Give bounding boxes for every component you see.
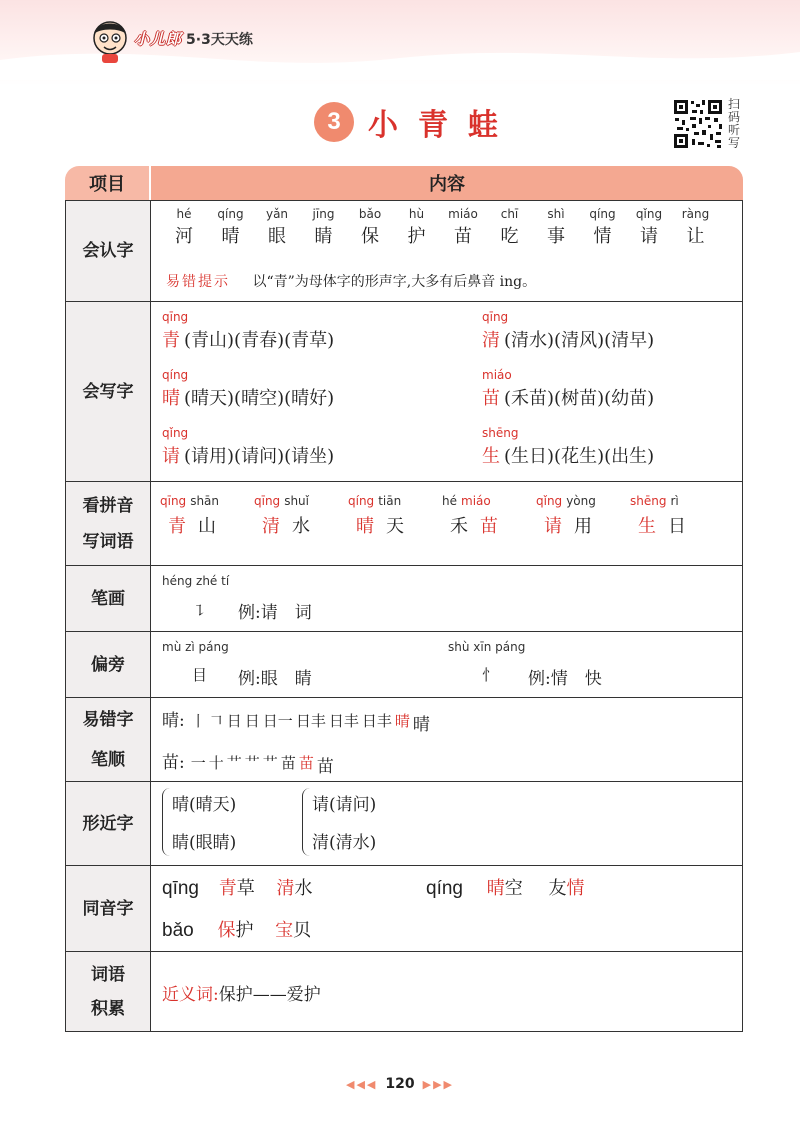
row-radical (65, 632, 743, 698)
similar-left-1: 晴(晴天) (172, 795, 237, 815)
label-line: 看拼音 (82, 495, 134, 516)
homophone-char: 草 (236, 878, 255, 899)
write-pinyin: shēng (482, 426, 519, 440)
stroke-order-char: 苗: (162, 753, 185, 773)
homophone-char: 保 (217, 920, 236, 941)
hanzi: 日 (668, 516, 698, 537)
write-content (152, 302, 742, 481)
char-pinyin: qíng (217, 207, 244, 221)
char-hanzi: 情 (593, 226, 612, 247)
pinyin-word-pinyin (160, 494, 250, 508)
char-pinyin: chī (500, 207, 519, 221)
recognize-char (583, 207, 623, 248)
char-pinyin: miáo (448, 207, 478, 221)
row-stroke-order (65, 698, 743, 782)
footer-arrows-right: ▶▶▶ (422, 1078, 454, 1091)
pinyin-word-hanzi (630, 512, 720, 538)
homophone-char: 护 (235, 920, 254, 941)
write-item (482, 310, 654, 352)
pinyin-word (160, 494, 250, 538)
pinyin-words-content (152, 482, 742, 565)
char-pinyin: hé (176, 207, 192, 221)
stroke-step: 日 (244, 712, 260, 730)
pinyin-word-hanzi (254, 512, 344, 538)
recognize-char (350, 207, 390, 248)
recognize-char (443, 207, 483, 248)
row-label: 同音字 (66, 866, 151, 951)
homophone-char: 空 (504, 878, 523, 899)
recognize-char (164, 207, 204, 248)
char-hanzi: 护 (407, 226, 426, 247)
syllable: tiān (378, 494, 402, 508)
syllable: rì (670, 494, 679, 508)
row-label: 会认字 (66, 201, 151, 301)
pinyin-word-pinyin (348, 494, 438, 508)
stroke-step: 十 (208, 754, 224, 772)
stroke-order-content (152, 698, 742, 781)
hanzi: 水 (292, 516, 322, 537)
header-col-content: 内容 (151, 166, 743, 200)
pinyin-word-pinyin (442, 494, 532, 508)
hanzi: 天 (386, 516, 416, 537)
hanzi: 晴 (356, 516, 386, 537)
write-words: (禾苗)(树苗)(幼苗) (504, 388, 655, 409)
qr-label: 扫码听写 (728, 97, 741, 150)
write-item (162, 368, 334, 410)
char-hanzi: 晴 (221, 226, 240, 247)
tip-line (166, 271, 536, 291)
row-pinyin-words (65, 482, 743, 566)
pinyin-word (630, 494, 720, 538)
write-line (482, 442, 654, 468)
tip-label: 易错提示 (166, 274, 230, 290)
char-hanzi: 吃 (500, 226, 519, 247)
lesson-number-badge: 3 (314, 102, 354, 142)
homophone-content (152, 866, 742, 951)
write-item (482, 426, 654, 468)
stroke-order-line-2 (162, 748, 334, 777)
lesson-title-block (314, 100, 518, 144)
stroke-step: 晴 (394, 712, 410, 730)
write-line (482, 384, 654, 410)
write-char: 青 (162, 330, 180, 351)
recognize-char (257, 207, 297, 248)
stroke-step: 晴 (412, 715, 430, 735)
write-item (162, 426, 334, 468)
char-pinyin: bǎo (358, 207, 382, 221)
row-label (66, 698, 151, 781)
radical-left-symbol: 目 (192, 666, 208, 684)
similar-right-2: 清(清水) (312, 833, 377, 853)
char-hanzi: 眼 (268, 226, 286, 247)
row-label: 会写字 (66, 302, 151, 481)
write-pinyin: qǐng (162, 426, 189, 440)
stroke-step: 苗 (298, 754, 314, 772)
right-brace (302, 788, 311, 856)
pinyin-word-hanzi (348, 512, 438, 538)
homophone-char: 贝 (293, 920, 312, 941)
pinyin-word-pinyin (630, 494, 720, 508)
pinyin-word-pinyin (254, 494, 344, 508)
row-write (65, 302, 743, 482)
homophone-pinyin: qíng (426, 878, 463, 899)
write-words: (晴天)(晴空)(晴好) (184, 388, 335, 409)
row-recognize (65, 200, 743, 302)
footer-arrows-left: ◀◀◀ (345, 1078, 378, 1091)
char-hanzi: 睛 (314, 226, 333, 247)
homophone-pinyin: bǎo (162, 920, 194, 941)
page-footer (0, 1076, 800, 1092)
char-pinyin: qǐng (635, 207, 663, 221)
write-words: (青山)(青春)(青草) (184, 330, 335, 351)
recognize-char (676, 207, 716, 248)
char-pinyin: yǎn (265, 207, 289, 221)
label-line: 写词语 (82, 531, 134, 552)
hanzi: 清 (262, 516, 292, 537)
label-line: 笔顺 (91, 749, 125, 770)
hanzi: 苗 (480, 516, 510, 537)
row-homophone (65, 866, 743, 952)
stroke-step: 日一 (262, 712, 293, 730)
row-label (66, 482, 151, 565)
row-vocab (65, 952, 743, 1032)
char-pinyin: shì (547, 207, 565, 221)
row-label (66, 952, 151, 1031)
syllable: miáo (461, 494, 491, 508)
stroke-step: 日丰 (361, 712, 392, 730)
write-pinyin: qíng (162, 368, 189, 382)
syllable: hé (442, 494, 457, 508)
syllable: shān (190, 494, 220, 508)
mascot-logo-icon (88, 16, 132, 64)
homophone-char: 水 (294, 878, 313, 899)
hanzi: 青 (168, 516, 198, 537)
page-number: 120 (385, 1076, 415, 1092)
pinyin-word (442, 494, 532, 538)
stroke-steps (185, 710, 430, 735)
stroke-step: 艹 (226, 754, 242, 772)
brand-series: 5·3天天练 (186, 32, 253, 48)
row-label: 偏旁 (66, 632, 151, 697)
write-char: 请 (162, 446, 180, 467)
hanzi: 禾 (450, 516, 480, 537)
syllable: shēng (630, 494, 667, 508)
homophone-line-1 (162, 874, 312, 900)
char-hanzi: 保 (361, 226, 379, 247)
stroke-content (152, 566, 742, 631)
pinyin-word-hanzi (442, 512, 532, 538)
radical-left-example: 例:眼 睛 (238, 669, 312, 689)
stroke-symbol: ㇊ (192, 601, 209, 620)
study-table (65, 166, 743, 1019)
radical-right-pinyin: shù xīn páng (448, 640, 526, 654)
write-words: (清水)(清风)(清早) (504, 330, 655, 351)
pinyin-word-hanzi (536, 512, 626, 538)
homophone-char: 宝 (275, 920, 294, 941)
radical-left-pinyin: mù zì páng (162, 640, 229, 654)
char-hanzi: 请 (640, 226, 658, 247)
stroke-step: 𠃍 (208, 712, 224, 730)
recognize-char (536, 207, 576, 248)
char-hanzi: 让 (686, 226, 705, 247)
label-line: 积累 (91, 998, 125, 1019)
write-pinyin: qīng (482, 310, 509, 324)
label-line: 词语 (91, 964, 125, 985)
brand-name: 小儿郎 (134, 30, 183, 48)
hanzi: 请 (544, 516, 574, 537)
write-line (162, 326, 334, 352)
syllable: shuǐ (284, 494, 309, 508)
write-line (482, 326, 654, 352)
write-item (162, 310, 334, 352)
stroke-step: 一 (190, 754, 206, 772)
pinyin-word (254, 494, 344, 538)
brand (134, 28, 253, 49)
similar-right-1: 请(请问) (312, 795, 377, 815)
write-pinyin: miáo (482, 368, 512, 382)
stroke-step: 日丰 (295, 712, 326, 730)
lesson-title: 小青蛙 (368, 108, 518, 143)
syllable: qīng (254, 494, 281, 508)
write-line (162, 384, 334, 410)
char-hanzi: 事 (547, 226, 565, 247)
stroke-step: 日丰 (328, 712, 359, 730)
stroke-order-line-1 (162, 706, 430, 735)
write-line (162, 442, 334, 468)
char-pinyin: qíng (589, 207, 616, 221)
radical-content (152, 632, 742, 697)
row-similar (65, 782, 743, 866)
label-line: 易错字 (82, 709, 134, 730)
pinyin-word (536, 494, 626, 538)
write-pinyin: qīng (162, 310, 189, 324)
recognize-char (211, 207, 251, 248)
syllable: yòng (566, 494, 596, 508)
stroke-step: 艹 (244, 754, 260, 772)
char-pinyin: jīng (312, 207, 335, 221)
qr-code-icon[interactable] (672, 98, 724, 150)
homophone-char: 清 (276, 878, 295, 899)
similar-content (152, 782, 742, 865)
pinyin-word-hanzi (160, 512, 250, 538)
write-words: (生日)(花生)(出生) (504, 446, 655, 467)
hanzi: 山 (198, 516, 228, 537)
vocab-text: 保护——爱护 (218, 985, 321, 1005)
syllable: qīng (160, 494, 187, 508)
stroke-step: 日 (226, 712, 242, 730)
char-pinyin: ràng (681, 207, 710, 221)
left-brace (162, 788, 171, 856)
syllable: qíng (348, 494, 375, 508)
homophone-line-2 (162, 916, 311, 942)
row-stroke (65, 566, 743, 632)
pinyin-word-pinyin (536, 494, 626, 508)
write-char: 晴 (162, 388, 180, 409)
radical-right-symbol: 忄 (482, 666, 498, 684)
hanzi: 用 (574, 516, 604, 537)
write-words: (请用)(请问)(请坐) (184, 446, 335, 467)
row-label: 形近字 (66, 782, 151, 865)
recognize-char (490, 207, 530, 248)
char-hanzi: 苗 (454, 226, 472, 247)
write-char: 苗 (482, 388, 500, 409)
tip-text: 以“青”为母体字的形声字,大多有后鼻音 ing。 (252, 274, 537, 290)
stroke-step: 苗 (316, 757, 334, 777)
stroke-order-char: 晴: (162, 711, 185, 731)
pinyin-word (348, 494, 438, 538)
stroke-step: 丨 (190, 712, 206, 730)
homophone-char: 青 (218, 878, 237, 899)
vocab-content (152, 952, 742, 1031)
hanzi: 生 (638, 516, 668, 537)
homophone-char: 友 (548, 878, 567, 899)
table-header (65, 166, 743, 200)
recognize-char (629, 207, 669, 248)
homophone-char: 情 (566, 878, 585, 899)
vocab-line (162, 980, 321, 1005)
write-char: 生 (482, 446, 500, 467)
syllable: qǐng (536, 494, 563, 508)
homophone-line-1b (426, 874, 584, 900)
homophone-pinyin: qīng (162, 878, 199, 899)
write-item (482, 368, 654, 410)
stroke-step: 苗 (280, 754, 296, 772)
row-label: 笔画 (66, 566, 151, 631)
char-hanzi: 河 (175, 226, 193, 247)
recognize-content (152, 201, 742, 301)
write-char: 清 (482, 330, 500, 351)
stroke-step: 艹 (262, 754, 278, 772)
stroke-steps (185, 752, 334, 777)
vocab-kind: 近义词: (162, 985, 219, 1005)
recognize-char (304, 207, 344, 248)
stroke-pinyin: héng zhé tí (162, 574, 230, 588)
radical-right-example: 例:情 快 (528, 669, 602, 689)
recognize-char (397, 207, 437, 248)
homophone-char: 晴 (486, 878, 505, 899)
header-col-item: 项目 (65, 166, 149, 200)
similar-left-2: 睛(眼睛) (172, 833, 237, 853)
stroke-example: 例:请 词 (238, 603, 312, 623)
char-pinyin: hù (408, 207, 425, 221)
